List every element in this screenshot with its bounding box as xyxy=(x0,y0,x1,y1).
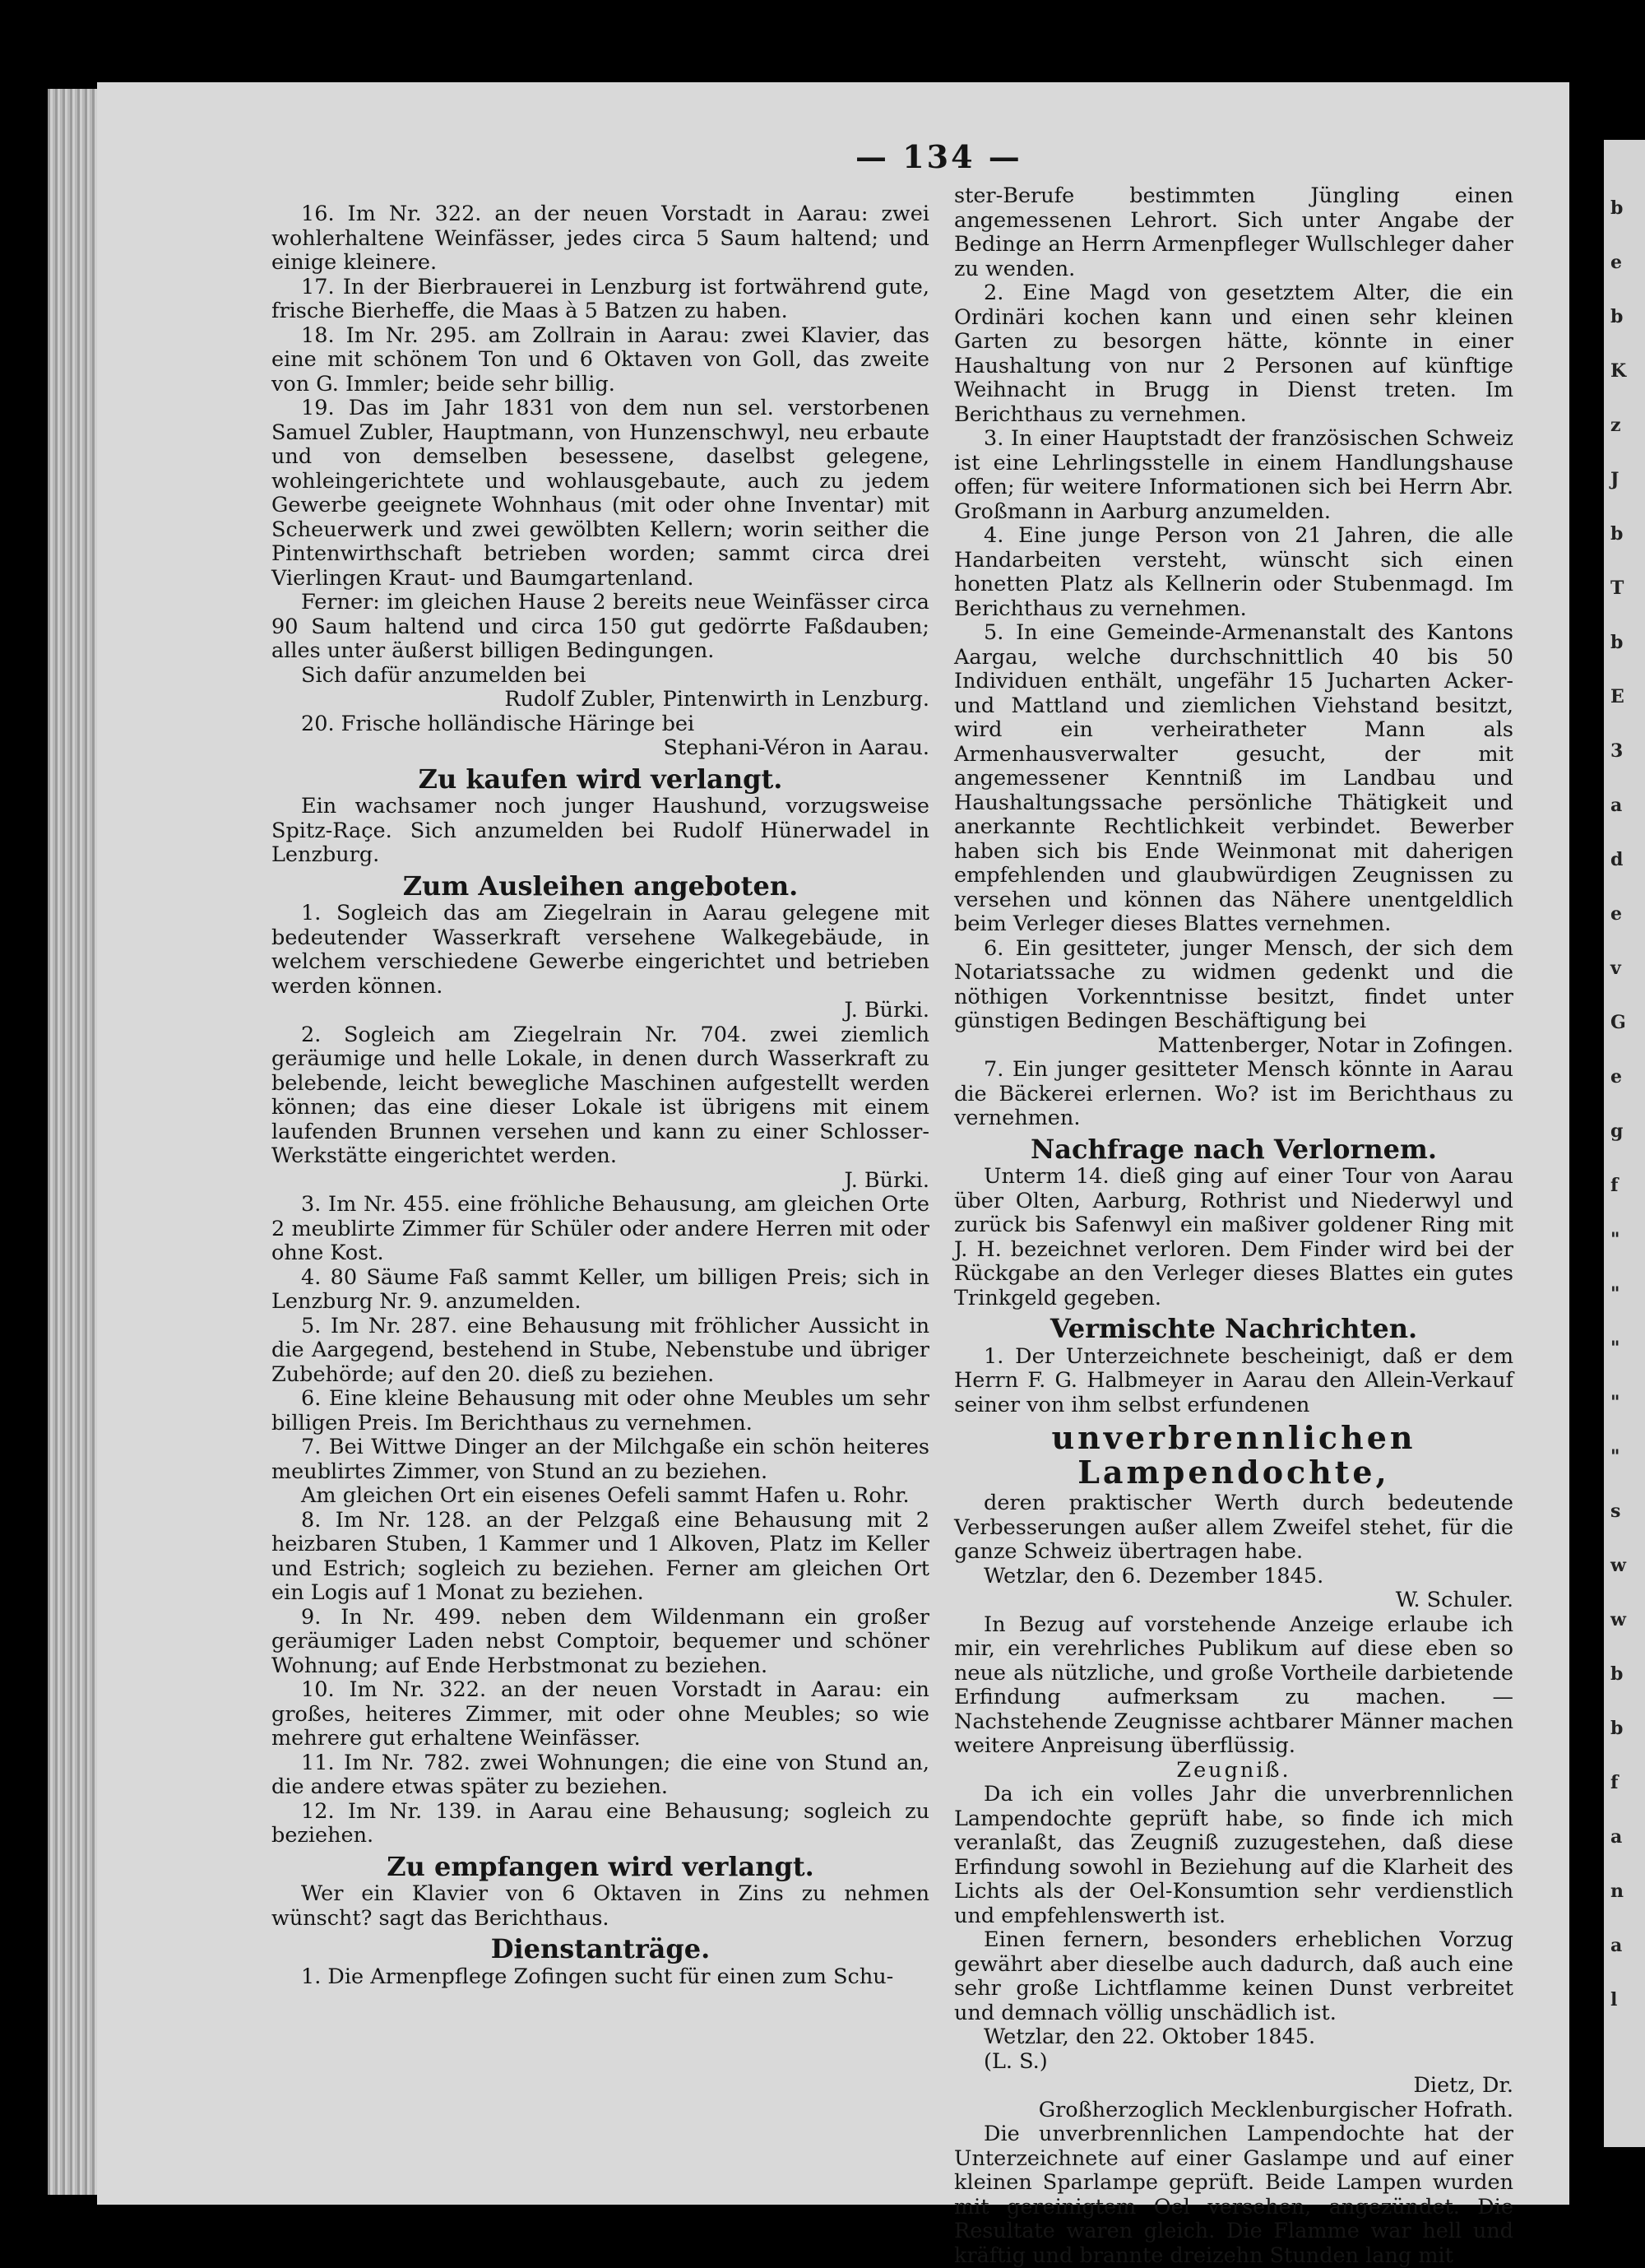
facing-page-glyph: w xyxy=(1610,1555,1626,1576)
facing-page-glyph: a xyxy=(1610,1826,1623,1848)
facing-page-glyph: " xyxy=(1610,1446,1620,1468)
page-number: — 134 — xyxy=(855,138,1022,175)
paragraph: 17. In der Bierbrauerei in Lenzburg ist fortwährend gute, frische Bierheffe, die Maas à 5 Batzen zu haben. xyxy=(271,274,929,323)
paragraph: 5. Im Nr. 287. eine Behausung mit fröhlicher Aussicht in die Aargegend, bestehend in Stube, Nebenstube und übriger Zubehörde; auf den 20. dieß zu beziehen. xyxy=(271,1313,929,1387)
paragraph: 4. 80 Säume Faß sammt Keller, um billigen Preis; sich in Lenzburg Nr. 9. anzumelden. xyxy=(271,1264,929,1314)
right-column xyxy=(954,184,1513,2268)
facing-page-glyph: " xyxy=(1610,1283,1620,1305)
facing-page-glyph: E xyxy=(1610,686,1624,707)
paragraph: 3. In einer Hauptstadt der französischen Schweiz ist eine Lehrlingsstelle in einem Handlungshause offen; für weitere Informationen sich bei Herrn Abr. Großmann in Aarburg anzumelden. xyxy=(954,426,1513,524)
facing-page-glyph: b xyxy=(1610,632,1624,653)
paragraph: Ferner: im gleichen Hause 2 bereits neue Weinfässer circa 90 Saum haltend und circa 150 gut gedörrte Faßdauben; alles unter äußerst billigen Bedingungen. xyxy=(271,590,929,663)
paragraph: 2. Sogleich am Ziegelrain Nr. 704. zwei ziemlich geräumige und helle Lokale, in denen durch Wasserkraft zu belebende, leicht bewegliche Maschinen aufgestellt werden können; das eine dieser Lokale ist übrigens mit einem laufenden Brunnen versehen und kann zu einer Schlosser-Werkstätte eingerichtet werden. xyxy=(271,1022,929,1168)
facing-page-glyph: b xyxy=(1610,306,1624,327)
paragraph: 5. In eine Gemeinde-Armenanstalt des Kantons Aargau, welche durchschnittlich 40 bis 50 Individuen enthält, ungefähr 15 Jucharten Acker- und Mattland und ziemlichen Viehstand besitzt, wird ein verheiratheter Mann als Armenhausverwalter gesucht, der mit angemessener Kenntniß im Landbau und Haushaltungssache persönliche Thätigkeit und anerkannte Rechtlichkeit verbindet. Bewerber haben sich bis Ende Weinmonat mit daherigen empfehlenden und glaubwürdigen Zeugnissen zu versehen und können das Nähere unentgeldlich beim Verleger dieses Blattes vernehmen. xyxy=(954,620,1513,936)
signature-line: W. Schuler. xyxy=(1395,1588,1513,1612)
paragraph: 10. Im Nr. 322. an der neuen Vorstadt in Aarau: ein großes, heiteres Zimmer, mit oder ohne Meubles; so wie mehrere gut erhaltene Weinfässer. xyxy=(271,1677,929,1751)
section-heading: Zu kaufen wird verlangt. xyxy=(418,763,783,795)
paragraph: 1. Die Armenpflege Zofingen sucht für einen zum Schu- xyxy=(301,1964,894,1989)
facing-page-glyph: e xyxy=(1610,1066,1622,1088)
signature-line: J. Bürki. xyxy=(844,1167,929,1193)
paragraph: 3. Im Nr. 455. eine fröhliche Behausung, am gleichen Orte 2 meublirte Zimmer für Schüler oder andere Herren mit oder ohne Kost. xyxy=(271,1192,929,1265)
product-title: unverbrennlichen Lampendochte, xyxy=(1051,1419,1416,1491)
signature-line: Mattenberger, Notar in Zofingen. xyxy=(1157,1032,1513,1058)
signature-line: J. Bürki. xyxy=(844,998,929,1023)
facing-page-glyph: T xyxy=(1610,577,1624,599)
facing-page-glyph: 3 xyxy=(1610,740,1624,762)
paragraph: Wetzlar, den 6. Dezember 1845. xyxy=(984,1563,1324,1589)
left-column xyxy=(271,202,929,1989)
facing-page-glyph: b xyxy=(1610,523,1624,545)
facing-page-glyph: v xyxy=(1610,958,1621,979)
section-heading: Zu empfangen wird verlangt. xyxy=(387,1850,814,1882)
facing-page-glyph: a xyxy=(1610,795,1623,816)
paragraph: Ein wachsamer noch junger Haushund, vorzugsweise Spitz-Raçe. Sich anzumelden bei Rudolf Hünerwadel in Lenzburg. xyxy=(271,794,929,867)
paragraph: 1. Der Unterzeichnete bescheinigt, daß er dem Herrn F. G. Halbmeyer in Aarau den Allein-Verkauf seiner von ihm selbst erfundenen xyxy=(954,1343,1513,1417)
paragraph: 19. Das im Jahr 1831 von dem nun sel. verstorbenen Samuel Zubler, Hauptmann, von Hunzenschwyl, neu erbaute und von demselben besessene, daselbst gelegene, wohleingerichtete und wohlausgebaute, auch zu jedem Gewerbe geeignete Wohnhaus (mit oder ohne Inventar) mit Scheuerwerk und zwei gewölbten Kellern; worin seither die Pintenwirthschaft betrieben worden; sammt circa drei Vierlingen Kraut- und Baumgartenland. xyxy=(271,396,929,591)
paragraph: Wetzlar, den 22. Oktober 1845. xyxy=(984,2025,1316,2049)
paragraph: 8. Im Nr. 128. an der Pelzgaß eine Behausung mit 2 heizbaren Stuben, 1 Kammer und 1 Alkoven, Platz im Keller und Estrich; sogleich zu beziehen. Ferner am gleichen Ort ein Logis auf 1 Monat zu beziehen. xyxy=(271,1507,929,1605)
paragraph: 4. Eine junge Person von 21 Jahren, die alle Handarbeiten versteht, wünscht sich einen honetten Platz als Kellnerin oder Stubenmagd. Im Berichthaus zu vernehmen. xyxy=(954,523,1513,621)
paragraph: 7. Ein junger gesitteter Mensch könnte in Aarau die Bäckerei erlernen. Wo? ist im Berichthaus zu vernehmen. xyxy=(954,1057,1513,1130)
facing-page-glyph: a xyxy=(1610,1935,1623,1956)
facing-page-glyph: s xyxy=(1610,1500,1621,1522)
paragraph: 7. Bei Wittwe Dinger an der Milchgaße ein schön heiteres meublirtes Zimmer, von Stund an zu beziehen. xyxy=(271,1435,929,1484)
facing-page-glyph: e xyxy=(1610,903,1622,925)
paragraph: ster-Berufe bestimmten Jüngling einen angemessenen Lehrort. Sich unter Angabe der Bedinge an Herrn Armenpfleger Wullschleger daher zu wenden. xyxy=(954,183,1513,281)
section-heading: Zum Ausleihen angeboten. xyxy=(402,870,799,902)
signature-line: Rudolf Zubler, Pintenwirth in Lenzburg. xyxy=(504,687,929,712)
paragraph: (L. S.) xyxy=(984,2048,1048,2074)
facing-page-glyph: n xyxy=(1610,1881,1624,1902)
facing-page-glyph: G xyxy=(1610,1012,1626,1033)
signature-line: Stephani-Véron in Aarau. xyxy=(663,735,929,760)
paragraph: 20. Frische holländische Häringe bei xyxy=(301,711,695,736)
signature-line: Dietz, Dr. xyxy=(1413,2073,1513,2098)
facing-page-glyph: e xyxy=(1610,252,1622,273)
signature-line: Großherzoglich Mecklenburgischer Hofrath. xyxy=(1038,2097,1513,2122)
paragraph: Sich dafür anzumelden bei xyxy=(301,662,586,688)
paragraph: Wer ein Klavier von 6 Oktaven in Zins zu nehmen wünscht? sagt das Berichthaus. xyxy=(271,1881,929,1931)
section-heading: Nachfrage nach Verlornem. xyxy=(1031,1133,1437,1165)
paragraph: In Bezug auf vorstehende Anzeige erlaube ich mir, ein verehrliches Publikum auf diese eben so neue als nützliche, und große Vortheile darbietende Erfindung aufmerksam zu machen. — Nachstehende Zeugnisse achtbarer Männer machen weitere Anpreisung überflüssig. xyxy=(954,1612,1514,1758)
paragraph: 18. Im Nr. 295. am Zollrain in Aarau: zwei Klavier, das eine mit schönem Ton und 6 Oktaven von Goll, das zweite von G. Immler; beide sehr billig. xyxy=(271,322,929,397)
facing-page-glyph: " xyxy=(1610,1229,1620,1250)
facing-page-glyph: f xyxy=(1610,1772,1619,1793)
paragraph: 11. Im Nr. 782. zwei Wohnungen; die eine von Stund an, die andere etwas später zu beziehen. xyxy=(271,1750,929,1799)
facing-page-glyph: f xyxy=(1610,1175,1619,1196)
book-spine xyxy=(48,89,100,2195)
paragraph: deren praktischer Werth durch bedeutende Verbesserungen außer allem Zweifel stehet, für die ganze Schweiz übertragen habe. xyxy=(954,1491,1513,1564)
paragraph: 6. Ein gesitteter, junger Mensch, der sich dem Notariatssache zu widmen gedenkt und die nöthigen Vorkenntnisse besitzt, findet unter günstigen Bedingen Beschäftigung bei xyxy=(954,935,1513,1033)
facing-page-glyph: K xyxy=(1610,360,1627,382)
facing-page-glyph: J xyxy=(1610,469,1620,490)
facing-page-glyph: l xyxy=(1610,1989,1618,2011)
facing-page-glyph: " xyxy=(1610,1338,1620,1359)
facing-page-glyph: b xyxy=(1610,1663,1624,1685)
paragraph: Zeugniß. xyxy=(1176,1757,1291,1783)
facing-page-glyph: g xyxy=(1610,1120,1624,1142)
paragraph: Da ich ein volles Jahr die unverbrennlichen Lampendochte geprüft habe, so finde ich mich veranlaßt, das Zeugniß zuzugestehen, daß diese Erfindung sowohl in Beziehung auf die Klarheit des Lichts als der Oel-Konsumtion sehr verdienstlich und empfehlenswerth ist. xyxy=(954,1782,1513,1928)
paragraph: 16. Im Nr. 322. an der neuen Vorstadt in Aarau: zwei wohlerhaltene Weinfässer, jedes circa 5 Saum haltend; und einige kleinere. xyxy=(271,202,929,275)
paragraph: 9. In Nr. 499. neben dem Wildenmann ein großer geräumiger Laden nebst Comptoir, bequemer und schöner Wohnung; auf Ende Herbstmonat zu beziehen. xyxy=(271,1604,929,1678)
paragraph: 6. Eine kleine Behausung mit oder ohne Meubles um sehr billigen Preis. Im Berichthaus zu vernehmen. xyxy=(271,1386,929,1435)
paragraph: Unterm 14. dieß ging auf einer Tour von Aarau über Olten, Aarburg, Rothrist und Niederwyl und zurück bis Safenwyl ein maßiver goldener Ring mit J. H. bezeichnet verloren. Dem Finder wird bei der Rückgabe an den Verleger dieses Blattes ein gutes Trinkgeld gegeben. xyxy=(954,1164,1513,1310)
paragraph: Die unverbrennlichen Lampendochte hat der Unterzeichnete auf einer Gaslampe und auf einer kleinen Sparlampe geprüft. Beide Lampen wurden mit gereinigtem Oel versehen, angezündet. Die Resultate waren gleich. Die Flamme war hell und kräftig und brannte dreizehn Stunden lang mit xyxy=(954,2122,1513,2268)
facing-page-glyph: b xyxy=(1610,197,1624,219)
paragraph: Einen fernern, besonders erheblichen Vorzug gewährt aber dieselbe auch dadurch, daß auch eine sehr große Lichtflamme keinen Dunst verbreitet und demnach völlig unschädlich ist. xyxy=(954,1927,1513,2025)
paragraph: Am gleichen Ort ein eisenes Oefeli sammt Hafen u. Rohr. xyxy=(301,1483,910,1508)
paragraph: 12. Im Nr. 139. in Aarau eine Behausung; sogleich zu beziehen. xyxy=(271,1798,929,1848)
paragraph: 2. Eine Magd von gesetztem Alter, die ein Ordinäri kochen kann und einen sehr kleinen Garten zu besorgen hätte, könnte in einer Haushaltung von nur 2 Personen auf künftige Weihnacht in Brugg in Dienst treten. Im Berichthaus zu vernehmen. xyxy=(954,281,1513,427)
facing-page-glyph: d xyxy=(1610,849,1624,870)
facing-page-glyph: w xyxy=(1610,1609,1626,1630)
facing-page-glyph: z xyxy=(1610,415,1621,436)
section-heading: Dienstanträge. xyxy=(490,1933,711,1964)
facing-page-glyph: " xyxy=(1610,1392,1620,1413)
facing-page-glyph: b xyxy=(1610,1718,1624,1739)
section-heading: Vermischte Nachrichten. xyxy=(1050,1313,1418,1344)
paragraph: 1. Sogleich das am Ziegelrain in Aarau gelegene mit bedeutender Wasserkraft versehene Walkegebäude, in welchem verschiedene Gewerbe eingerichtet und betrieben werden können. xyxy=(271,901,929,999)
